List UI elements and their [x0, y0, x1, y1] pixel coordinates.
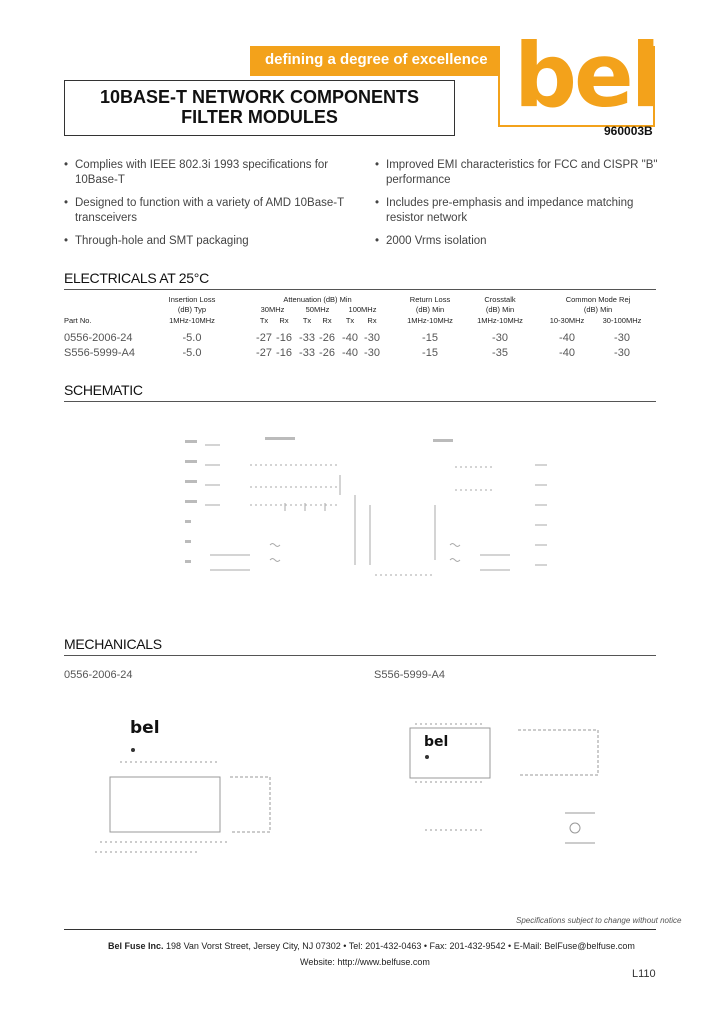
mech-part-right: S556-5999-A4: [374, 669, 445, 681]
feature-item: • Includes pre-emphasis and impedance matching resistor network: [386, 196, 658, 226]
section-rule: [64, 289, 656, 290]
cell-a50tx: -33: [299, 332, 315, 344]
schematic-diagram: [175, 425, 560, 600]
col-rx: Rx: [279, 316, 289, 325]
col-att-30: 30MHz: [260, 305, 285, 314]
section-rule: [64, 401, 656, 402]
mechanicals-title: MECHANICALS: [64, 636, 162, 652]
col-rx: Rx: [322, 316, 332, 325]
schematic-title: SCHEMATIC: [64, 382, 143, 398]
title-line-2: FILTER MODULES: [181, 107, 338, 127]
col-cmr-sub: (dB) Min: [583, 305, 613, 314]
col-ct-sub: (dB) Min: [485, 305, 515, 314]
bel-logo: bel: [514, 24, 658, 127]
cell-a30tx: -27: [256, 347, 272, 359]
cell-ct: -35: [492, 347, 508, 359]
cell-a100rx: -30: [364, 332, 380, 344]
col-attenuation: Attenuation (dB) Min: [283, 295, 352, 304]
cell-a30tx: -27: [256, 332, 272, 344]
electricals-title: ELECTRICALS AT 25°C: [64, 270, 209, 286]
cell-a100tx: -40: [342, 332, 358, 344]
cell-il: -5.0: [182, 332, 202, 344]
cell-rl: -15: [422, 332, 438, 344]
cell-a50rx: -26: [319, 347, 335, 359]
col-crosstalk: Crosstalk: [484, 295, 516, 304]
col-return-loss: Return Loss: [409, 295, 451, 304]
row-part-no: 0556-2006-24: [64, 332, 133, 344]
cell-a50tx: -33: [299, 347, 315, 359]
col-il-range: 1MHz-10MHz: [169, 316, 215, 325]
mech-part-left: 0556-2006-24: [64, 669, 133, 681]
section-rule: [64, 655, 656, 656]
mechanical-drawing-left: [80, 712, 330, 862]
mechanical-drawing-right: [380, 708, 620, 858]
col-il-sub: (dB) Typ: [177, 305, 207, 314]
title-box: [64, 80, 455, 136]
col-tx: Tx: [302, 316, 312, 325]
company-name: Bel Fuse Inc.: [108, 941, 164, 951]
website[interactable]: Website: http://www.belfuse.com: [300, 957, 430, 967]
col-att-50: 50MHz: [305, 305, 330, 314]
col-rl-range: 1MHz-10MHz: [407, 316, 453, 325]
cell-ct: -30: [492, 332, 508, 344]
document-number: 960003B: [604, 124, 653, 138]
company-address: 198 Van Vorst Street, Jersey City, NJ 07302 • Tel: 201-432-0463 • Fax: 201-432-9542 • E-Mail: BelFuse@belfuse.com: [166, 941, 635, 951]
cell-a50rx: -26: [319, 332, 335, 344]
feature-item: • 2000 Vrms isolation: [386, 234, 658, 249]
cell-cmr2: -30: [614, 332, 630, 344]
title-line-1: 10BASE-T NETWORK COMPONENTS: [99, 87, 420, 107]
disclaimer: Specifications subject to change without notice: [516, 916, 682, 925]
cell-a30rx: -16: [276, 332, 292, 344]
col-cmr-r1: 10-30MHz: [549, 316, 585, 325]
col-part-no: Part No.: [64, 316, 92, 325]
row-part-no: S556-5999-A4: [64, 347, 135, 359]
col-insertion-loss: Insertion Loss: [168, 295, 216, 304]
cell-cmr1: -40: [559, 347, 575, 359]
feature-item: • Complies with IEEE 802.3i 1993 specifications for 10Base-T: [75, 158, 347, 188]
cell-a100rx: -30: [364, 347, 380, 359]
col-rx: Rx: [367, 316, 377, 325]
col-rl-sub: (dB) Min: [415, 305, 445, 314]
col-cmr: Common Mode Rej: [565, 295, 631, 304]
col-cmr-r2: 30-100MHz: [602, 316, 642, 325]
cell-a100tx: -40: [342, 347, 358, 359]
feature-item: • Improved EMI characteristics for FCC and CISPR "B" performance: [386, 158, 658, 188]
cell-il: -5.0: [182, 347, 202, 359]
cell-cmr2: -30: [614, 347, 630, 359]
col-ct-range: 1MHz-10MHz: [477, 316, 523, 325]
cell-rl: -15: [422, 347, 438, 359]
tagline: defining a degree of excellence: [265, 51, 488, 68]
feature-item: • Designed to function with a variety of AMD 10Base-T transceivers: [75, 196, 347, 226]
col-att-100: 100MHz: [348, 305, 377, 314]
mech-logo-left: bel: [130, 718, 160, 738]
footer-address-line: [108, 941, 635, 951]
cell-a30rx: -16: [276, 347, 292, 359]
footer-rule: [64, 929, 656, 930]
mech-logo-right: bel: [424, 734, 449, 750]
feature-item: • Through-hole and SMT packaging: [75, 234, 347, 249]
col-tx: Tx: [345, 316, 355, 325]
col-tx: Tx: [259, 316, 269, 325]
cell-cmr1: -40: [559, 332, 575, 344]
page-code: L110: [632, 968, 656, 980]
